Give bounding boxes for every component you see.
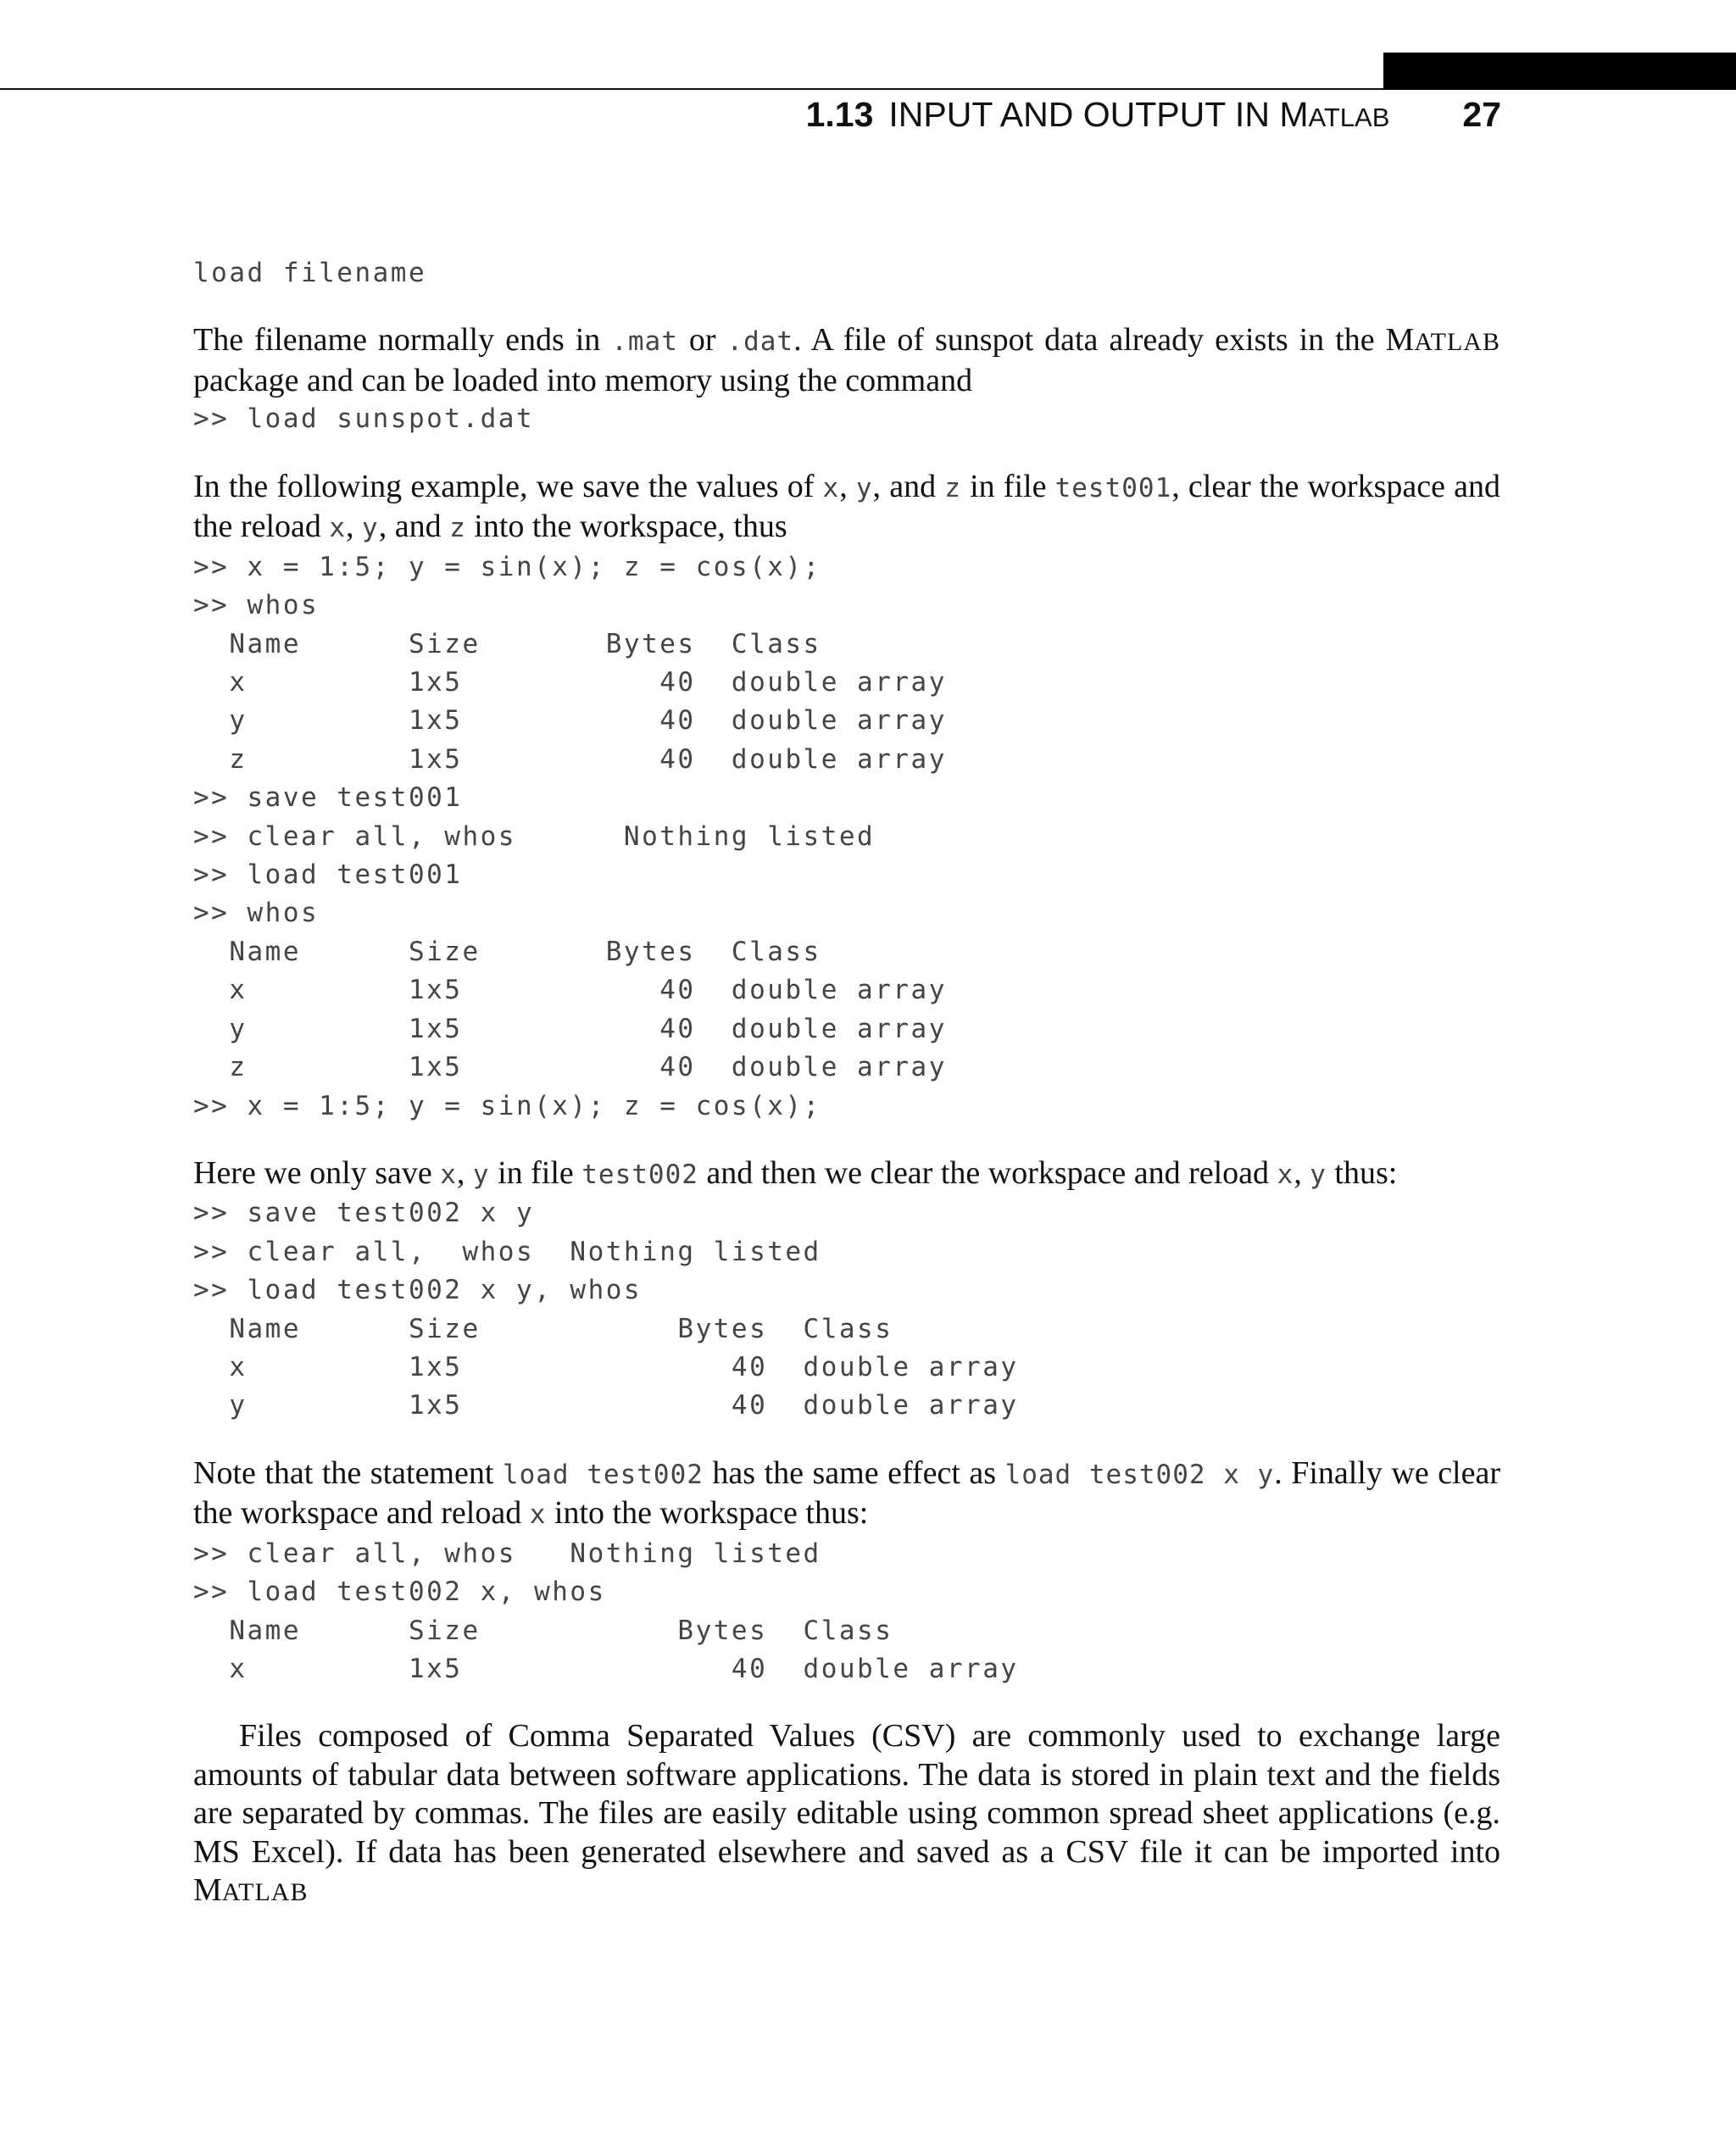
inline-code: .dat [726,326,794,358]
inline-code: test002 [581,1159,698,1190]
header-tab [1383,53,1736,90]
inline-code: load test002 [502,1459,704,1490]
inline-code: y [1310,1159,1327,1190]
code-load-sunspot: >> load sunspot.dat [193,403,535,435]
inline-code: x [822,472,840,503]
section-number: 1.13 [805,95,874,134]
paragraph-save-example: In the following example, we save the values of x, y, and z in file test001, clear the workspace and the reload x, y, and z into the workspace, thus [193,468,1501,545]
inline-code: x [329,513,347,544]
section-title-smallcaps: ATLAB [1308,103,1390,132]
section-title-text: INPUT AND OUTPUT IN M [888,95,1309,134]
inline-code: z [944,472,961,503]
code-block-whos-test001: >> x = 1:5; y = sin(x); z = cos(x); >> whos Name Size Bytes Class x 1x5 40 double array y 1x5 40 double array z 1x5 40 double array >> save test001 >> clear all, whos Nothing listed >> load test001 >> whos Name Size Bytes Class x 1x5 40 double array y 1x5 40 double array z 1x5 40 double array >> x = 1:5; y = sin(x); z = cos(x); [193,551,947,1121]
code-block-test002-xy: >> save test002 x y >> clear all, whos Nothing listed >> load test002 x y, whos Name Size Bytes Class x 1x5 40 double array y 1x5 40 double array [193,1198,1019,1421]
inline-code: .mat [611,326,678,358]
paragraph-note-load: Note that the statement load test002 has the same effect as load test002 x y. Finally we clear the workspace and reload x into the workspace thus: [193,1454,1501,1532]
section-title [888,95,1389,135]
running-head [806,95,1501,137]
page-content [193,254,1500,1912]
inline-code: test001 [1054,472,1172,503]
inline-code: z [449,513,466,544]
small-caps-text: ATLAB [221,1878,309,1907]
paragraph-save-test002: Here we only save x, y in file test002 and then we clear the workspace and reload x, y thus: [193,1154,1398,1191]
inline-code: x [1277,1159,1294,1190]
small-caps-text: ATLAB [1414,328,1500,357]
inline-code: x [529,1499,547,1531]
code-load-filename: load filename [193,258,427,288]
paragraph-csv: Files composed of Comma Separated Values (CSV) are commonly used to exchange large amounts of tabular data between software applications. The data is stored in plain text and the fields are separated by commas. The files are easily editable using common spread sheet applications (e.g. MS Excel). If data has been generated elsewhere and saved as a CSV file it can be imported into MATLAB [193,1718,1500,1909]
inline-code: y [472,1159,490,1190]
inline-code: load test002 x y [1004,1459,1275,1490]
inline-code: y [855,472,873,503]
inline-code: x [440,1159,457,1190]
code-block-test002-x: >> clear all, whos Nothing listed >> load test002 x, whos Name Size Bytes Class x 1x5 40 double array [193,1538,1019,1685]
paragraph-filename: The filename normally ends in .mat or .dat. A file of sunspot data already exists in the MATLAB package and can be loaded into memory using the command [193,322,1500,398]
inline-code: y [362,513,379,544]
page-number: 27 [1462,95,1501,134]
